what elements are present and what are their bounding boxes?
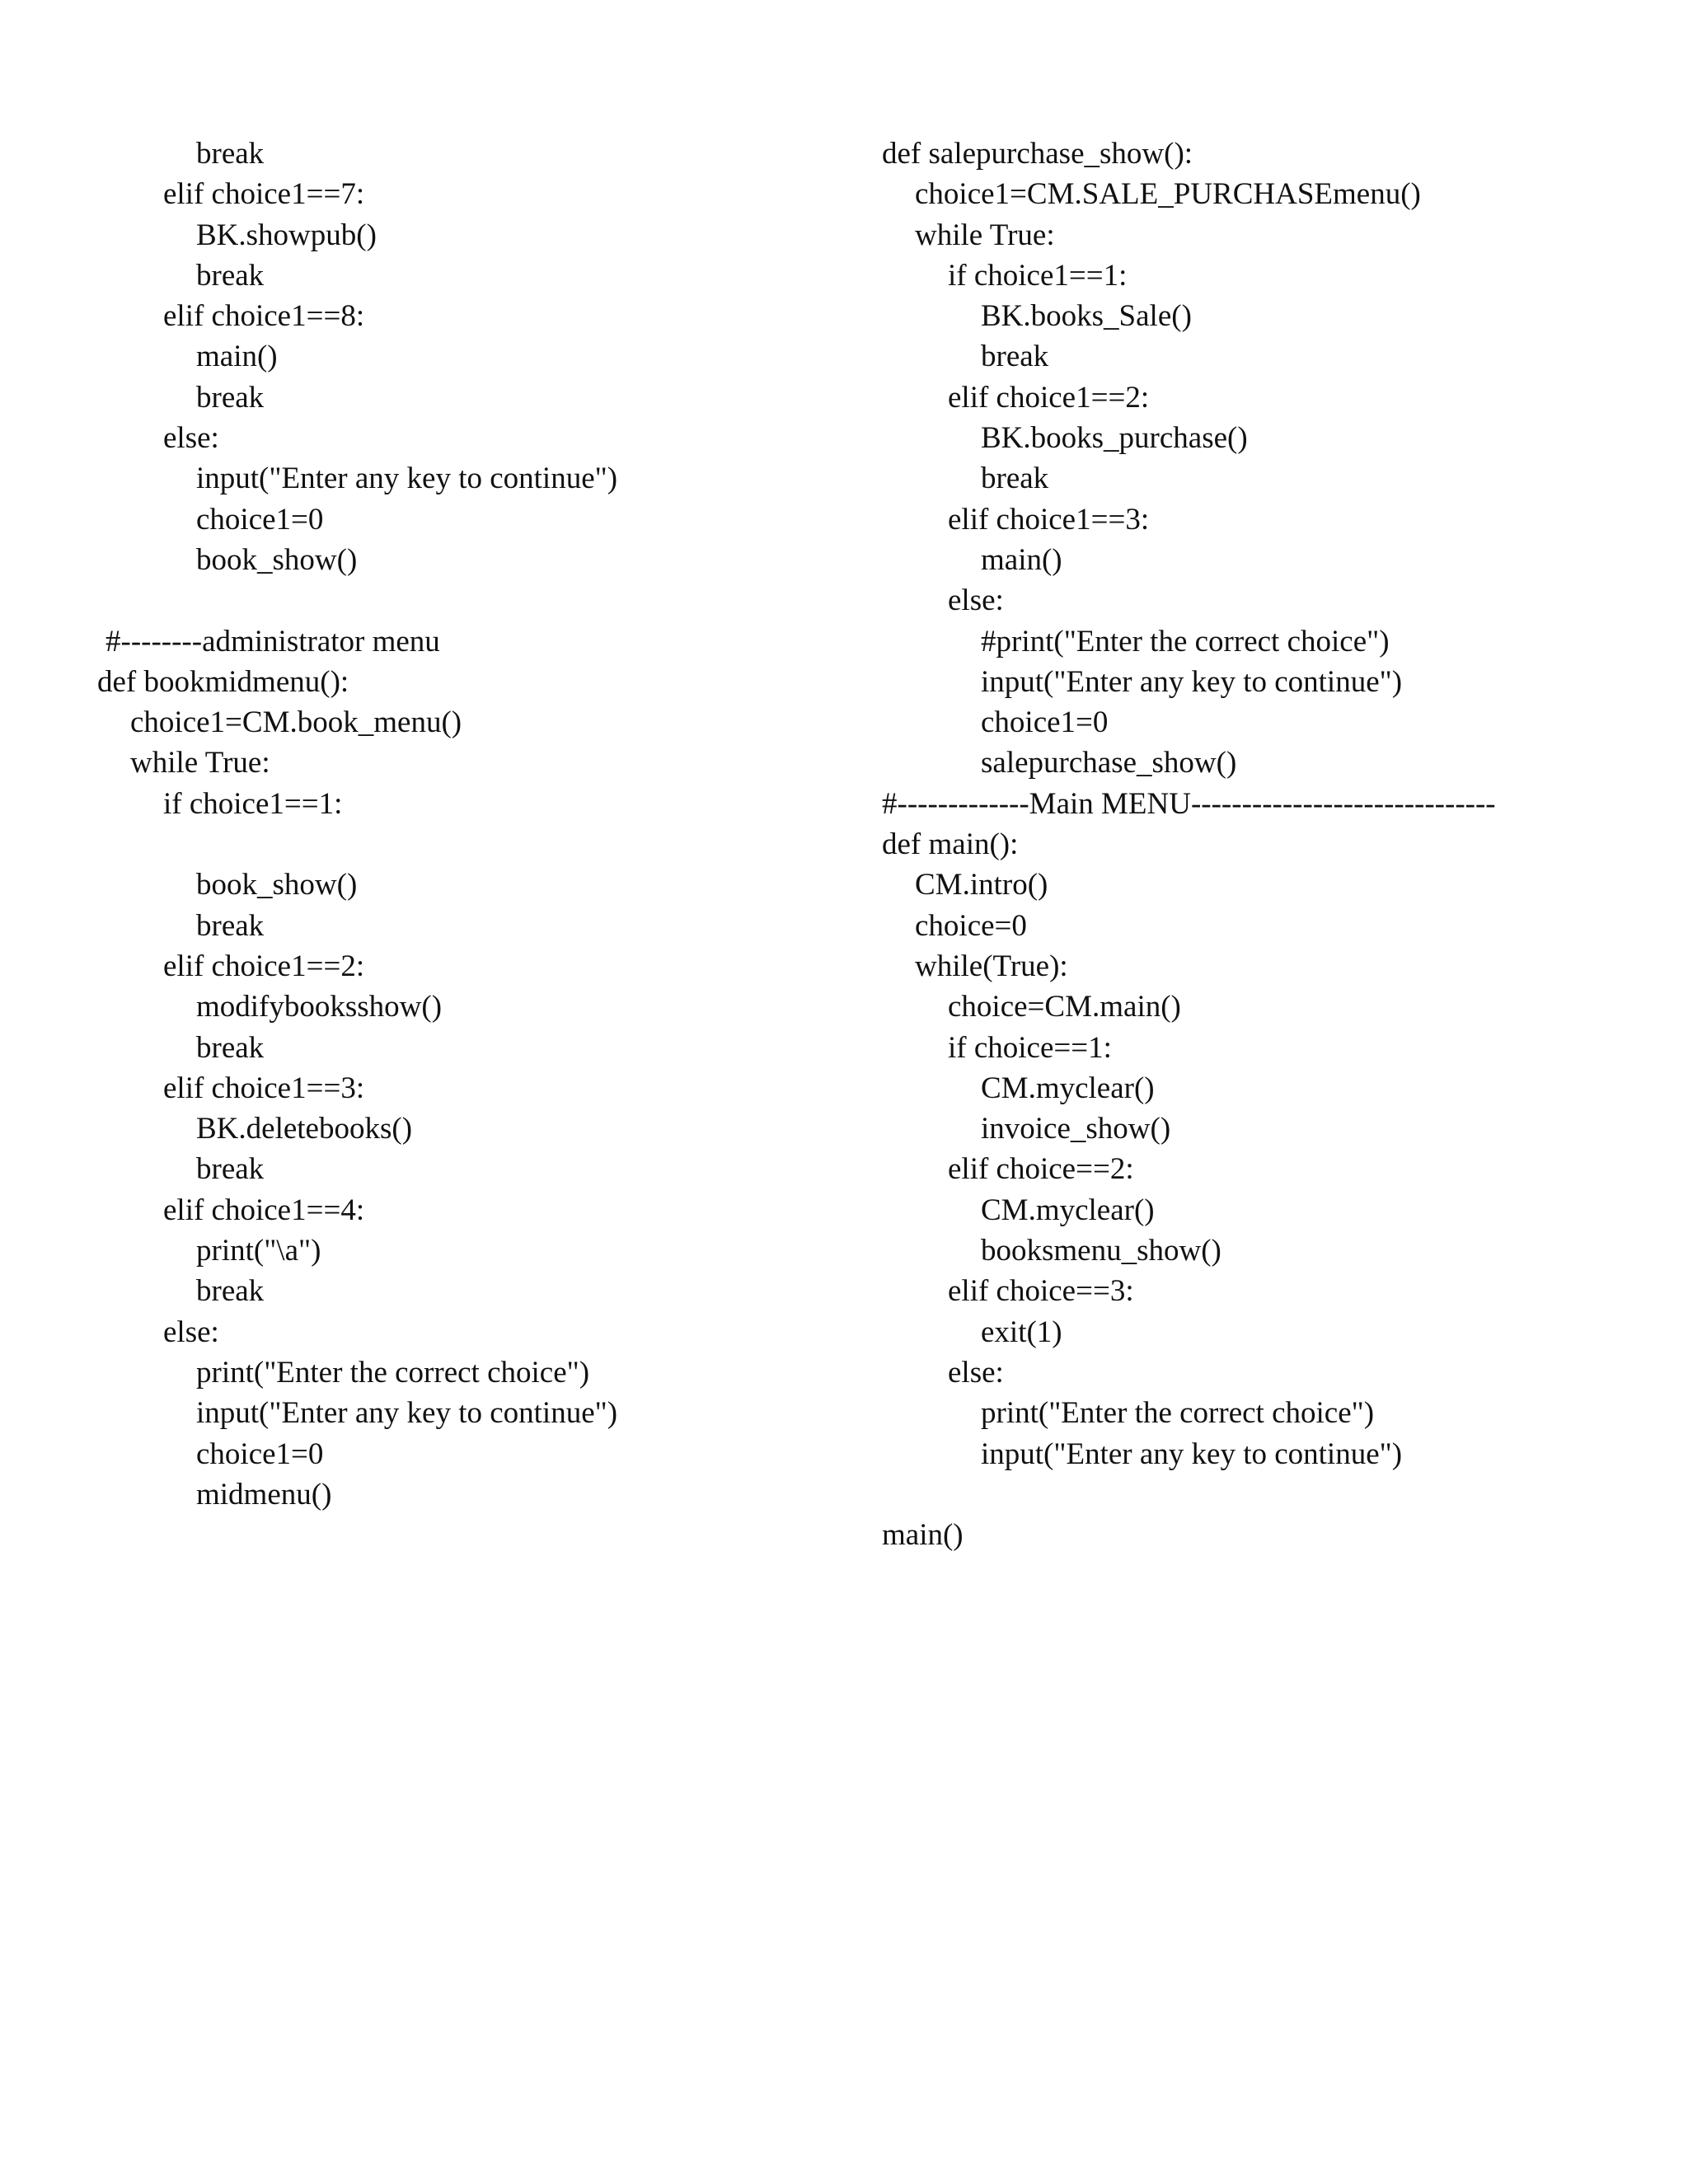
code-line: choice1=CM.book_menu() bbox=[130, 705, 462, 740]
code-line: choice1=CM.SALE_PURCHASEmenu() bbox=[915, 177, 1421, 212]
code-line: elif choice1==3: bbox=[163, 1071, 365, 1105]
code-line: choice=0 bbox=[915, 908, 1027, 943]
code-line: break bbox=[981, 340, 1049, 374]
code-line: book_show() bbox=[196, 542, 358, 577]
code-line: main() bbox=[196, 340, 278, 374]
code-line: BK.deletebooks() bbox=[196, 1112, 413, 1146]
code-line: BK.books_purchase() bbox=[981, 421, 1248, 456]
code-line: #-------------Main MENU------------------------------ bbox=[882, 786, 1496, 821]
code-line: break bbox=[981, 462, 1049, 496]
code-column-right bbox=[882, 134, 1657, 1555]
code-line: choice1=0 bbox=[196, 1436, 324, 1471]
code-line: CM.myclear() bbox=[981, 1193, 1155, 1227]
code-line: main() bbox=[882, 1518, 964, 1553]
code-line: else: bbox=[948, 583, 1004, 618]
code-line: invoice_show() bbox=[981, 1112, 1171, 1146]
code-line: BK.books_Sale() bbox=[981, 299, 1192, 334]
code-line: input("Enter any key to continue") bbox=[981, 1436, 1403, 1471]
code-line: if choice==1: bbox=[948, 1030, 1112, 1065]
code-line: break bbox=[196, 1274, 265, 1309]
code-line bbox=[97, 824, 839, 865]
code-line: choice1=0 bbox=[196, 502, 324, 537]
code-line: else: bbox=[948, 1355, 1004, 1390]
code-line: while True: bbox=[130, 746, 270, 780]
code-line: break bbox=[196, 380, 265, 415]
code-line: BK.showpub() bbox=[196, 218, 377, 252]
code-line: salepurchase_show() bbox=[981, 746, 1237, 780]
code-line: CM.intro() bbox=[915, 868, 1048, 902]
code-line: exit(1) bbox=[981, 1315, 1062, 1349]
code-line: elif choice==3: bbox=[948, 1274, 1134, 1309]
code-line: while True: bbox=[915, 218, 1055, 252]
code-line bbox=[882, 1474, 1657, 1515]
code-line: elif choice1==7: bbox=[163, 177, 365, 212]
code-line: elif choice1==2: bbox=[163, 949, 365, 983]
code-line: input("Enter any key to continue") bbox=[196, 462, 618, 496]
code-line: break bbox=[196, 137, 265, 171]
code-line: elif choice==2: bbox=[948, 1152, 1134, 1187]
code-line: print("Enter the correct choice") bbox=[196, 1355, 590, 1390]
code-line: print("Enter the correct choice") bbox=[981, 1396, 1375, 1431]
code-column-left bbox=[97, 134, 839, 1515]
code-line: else: bbox=[163, 421, 219, 456]
code-line: break bbox=[196, 1030, 265, 1065]
code-line: def main(): bbox=[882, 827, 1019, 862]
code-line: elif choice1==8: bbox=[163, 299, 365, 334]
code-line: #print("Enter the correct choice") bbox=[981, 624, 1390, 658]
code-line: modifybooksshow() bbox=[196, 990, 443, 1024]
code-line: choice=CM.main() bbox=[948, 990, 1181, 1024]
code-line: break bbox=[196, 908, 265, 943]
code-line: input("Enter any key to continue") bbox=[196, 1396, 618, 1431]
code-line: #--------administrator menu bbox=[106, 624, 440, 658]
code-line: elif choice1==2: bbox=[948, 380, 1150, 415]
code-line: else: bbox=[163, 1315, 219, 1349]
code-line: book_show() bbox=[196, 868, 358, 902]
code-line: while(True): bbox=[915, 949, 1068, 983]
code-line: print("\a") bbox=[196, 1234, 321, 1268]
code-line: CM.myclear() bbox=[981, 1071, 1155, 1105]
code-line: if choice1==1: bbox=[163, 786, 343, 821]
code-line: break bbox=[196, 1152, 265, 1187]
code-line: choice1=0 bbox=[981, 705, 1109, 740]
code-line: elif choice1==4: bbox=[163, 1193, 365, 1227]
code-line: elif choice1==3: bbox=[948, 502, 1150, 537]
code-line: break bbox=[196, 258, 265, 293]
code-line: input("Enter any key to continue") bbox=[981, 664, 1403, 699]
code-line: main() bbox=[981, 542, 1062, 577]
code-line: def salepurchase_show(): bbox=[882, 137, 1193, 171]
code-line: midmenu() bbox=[196, 1477, 332, 1511]
code-line: def bookmidmenu(): bbox=[97, 664, 349, 699]
code-line: if choice1==1: bbox=[948, 258, 1128, 293]
code-line: booksmenu_show() bbox=[981, 1234, 1221, 1268]
code-line bbox=[97, 580, 839, 621]
